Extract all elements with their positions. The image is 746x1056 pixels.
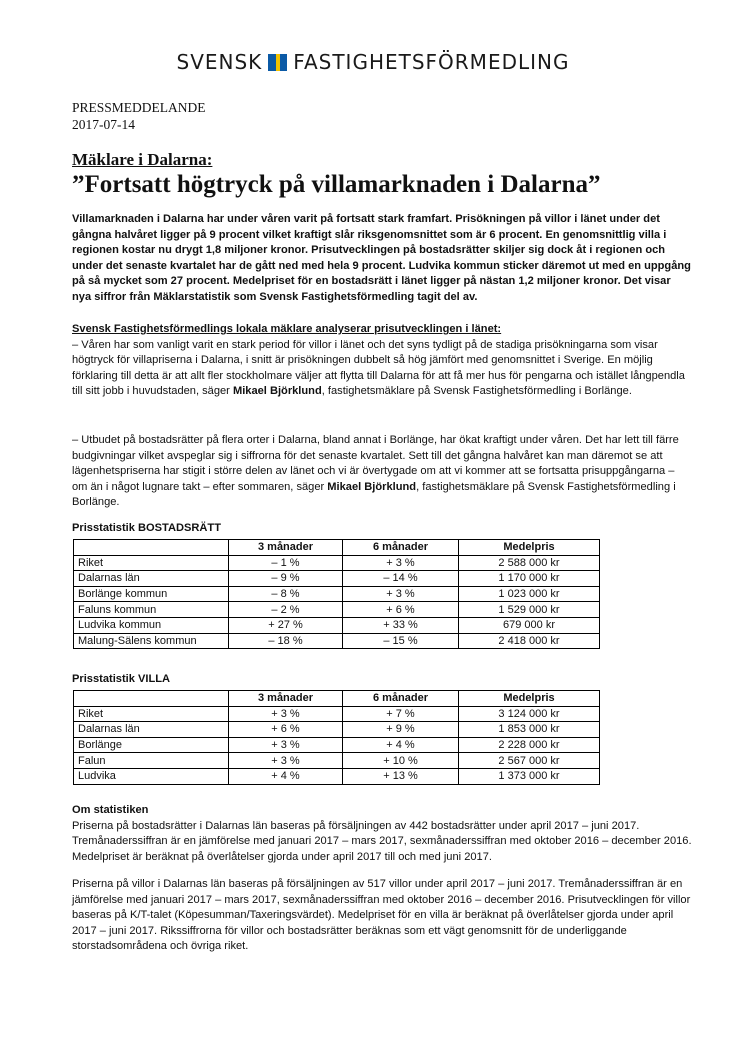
table-cell: – 1 % <box>229 555 343 571</box>
analysis-p1-text: – Våren har som vanligt varit en stark period för villor i länet och det syns tydligt på de stadiga prisökningarna som visar högtryck för villapriserna i Dalarna, i snitt är prisökningen dubbelt så hög jämfört med genomsnittet i Sverige. En möjlig förklaring till detta är att allt fler stockholmare väljer att flytta till Dalarna för att få mer hus för pengarna och istället långpendla till sitt jobb i huvudstaden, säger <box>72 338 685 398</box>
table-title-bostadsratt: Prisstatistik BOSTADSRÄTT <box>72 522 221 534</box>
analysis-p1-name: Mikael Björklund <box>232 385 322 398</box>
table-cell: + 9 % <box>343 722 459 738</box>
headline-sub: Mäklare i Dalarna: <box>72 150 213 169</box>
table-cell: + 10 % <box>343 753 459 769</box>
table-cell: + 3 % <box>229 737 343 753</box>
table-cell: – 2 % <box>229 602 343 618</box>
table-header-cell <box>74 540 229 556</box>
analysis-section <box>72 322 692 400</box>
table-cell: Dalarnas län <box>74 722 229 738</box>
table-cell: Falun <box>74 753 229 769</box>
analysis-p2-name: Mikael Björklund <box>327 480 417 493</box>
about-statistics-p2: Priserna på villor i Dalarnas län baseras på försäljningen av 517 villor under april 2017 – juni 2017. Tremånaderssiffran är en jämförelse med januari 2017 – mars 2017, sexmånaderssiffran med oktober 2016 – december 2016. Prisutvecklingen för villor baseras på K/T-talet (Köpesumman/Taxeringsvärdet). Medelpriset för en villa är beräknat på överlåtelser gjorda under april 2017 – juni 2017. Rikssiffrorna för villor och bostadsrätter beräknas som ett vägt genomsnitt för de underliggande storstadsområdena och övriga riket. <box>72 878 691 953</box>
table-cell: Dalarnas län <box>74 571 229 587</box>
lead-paragraph: Villamarknaden i Dalarna har under våren varit på fortsatt stark framfart. Prisökningen på villor i länet under det gångna halvåret ligger på 9 procent vilket kraftigt slår riksgenomsnittet som är 6 procent. En genomsnittlig villa i regionen kostar nu drygt 1,8 miljoner kronor. Prisutvecklingen på bostadsrätter skiljer sig dock åt i regionen och under det senaste kvartalet har de gått ned med hela 9 procent. Ludvika kommun sticker däremot ut med en uppgång på så mycket som 27 procent. Medelpriset för en bostadsrätt i länet ligger på nästan 1,2 miljoner kronor. Det visar nya siffror från Mäklarstatistik som Svensk Fastighetsförmedling tagit del av. <box>72 213 691 303</box>
document-type: PRESSMEDDELANDE <box>72 100 206 115</box>
analysis-p2-text: – Utbudet på bostadsrätter på flera orter i Dalarna, bland annat i Borlänge, har ökat kraftigt under våren. Det har lett till färre budgivningar vilket avspeglar sig i siffrorna för det senaste kvartalet. Sett till det gångna halvåret kan man däremot se att lägenhetspriserna har stigit i större delen av länet och vi är övertygade om att vi kommer att se fortsatta prisuppgångarna – om än i något lugnare takt – efter sommaren, säger <box>72 434 679 493</box>
table-cell: + 6 % <box>229 722 343 738</box>
table-cell: + 6 % <box>343 602 459 618</box>
table-cell: 679 000 kr <box>459 617 600 633</box>
table-cell: 1 853 000 kr <box>459 722 600 738</box>
table-row <box>74 706 600 722</box>
headline-main: ”Fortsatt högtryck på villamarknaden i Dalarna” <box>72 171 601 198</box>
table-cell: Faluns kommun <box>74 602 229 618</box>
company-logo <box>0 52 746 72</box>
table-cell: 2 418 000 kr <box>459 633 600 649</box>
about-statistics-p1: Priserna på bostadsrätter i Dalarnas län baseras på försäljningen av 442 bostadsrätter under april 2017 – juni 2017. Tremånaderssiffran är en jämförelse med januari 2017 – mars 2017, sexmånaderssiffran med oktober 2016 – december 2016. Medelpriset är beräknat på överlåtelser gjorda under april 2017 till och med juni 2017. <box>72 819 692 863</box>
headline <box>72 150 600 200</box>
logo-text-right: FASTIGHETSFÖRMEDLING <box>293 50 570 74</box>
table-cell: + 27 % <box>229 617 343 633</box>
table-header-cell <box>74 691 229 707</box>
table-cell: 1 373 000 kr <box>459 768 600 784</box>
about-statistics-heading: Om statistiken <box>72 804 149 816</box>
table-cell: Malung-Sälens kommun <box>74 633 229 649</box>
logo-text-left: SVENSK <box>176 50 263 74</box>
table-villa <box>73 690 600 785</box>
table-cell: – 8 % <box>229 586 343 602</box>
table-row <box>74 571 600 587</box>
table-cell: Borlänge kommun <box>74 586 229 602</box>
table-header-cell: 6 månader <box>343 691 459 707</box>
table-cell: – 15 % <box>343 633 459 649</box>
analysis-p2-tail: , fastighetsmäklare på Svensk Fastighetsförmedling i Borlänge. <box>72 480 676 509</box>
table-cell: 1 170 000 kr <box>459 571 600 587</box>
table-cell: Borlänge <box>74 737 229 753</box>
table-header-row <box>74 691 600 707</box>
table-cell: 2 588 000 kr <box>459 555 600 571</box>
table-cell: 2 228 000 kr <box>459 737 600 753</box>
table-row <box>74 586 600 602</box>
table-header-cell: 3 månader <box>229 691 343 707</box>
table-cell: – 18 % <box>229 633 343 649</box>
table-row <box>74 753 600 769</box>
table-row <box>74 602 600 618</box>
table-cell: Riket <box>74 555 229 571</box>
table-header-cell: 6 månader <box>343 540 459 556</box>
table-row <box>74 617 600 633</box>
table-title-villa: Prisstatistik VILLA <box>72 673 171 685</box>
table-row <box>74 633 600 649</box>
table-cell: 1 529 000 kr <box>459 602 600 618</box>
table-cell: + 3 % <box>343 586 459 602</box>
table-row <box>74 737 600 753</box>
table-cell: + 13 % <box>343 768 459 784</box>
table-row <box>74 722 600 738</box>
table-cell: + 33 % <box>343 617 459 633</box>
table-header-cell: 3 månader <box>229 540 343 556</box>
document-meta <box>72 99 206 133</box>
table-cell: + 3 % <box>229 753 343 769</box>
table-bostadsratt <box>73 539 600 649</box>
table-cell: Ludvika kommun <box>74 617 229 633</box>
table-cell: Ludvika <box>74 768 229 784</box>
document-date: 2017-07-14 <box>72 117 135 132</box>
about-statistics <box>72 803 692 865</box>
table-cell: + 7 % <box>343 706 459 722</box>
table-header-row <box>74 540 600 556</box>
table-cell: + 4 % <box>343 737 459 753</box>
table-cell: + 3 % <box>343 555 459 571</box>
analysis-heading: Svensk Fastighetsförmedlings lokala mäklare analyserar prisutvecklingen i länet: <box>72 323 502 335</box>
analysis-p1-tail: , fastighetsmäklare på Svensk Fastighetsförmedling i Borlänge. <box>321 385 632 398</box>
table-row <box>74 555 600 571</box>
swedish-flag-icon <box>268 54 287 71</box>
table-cell: Riket <box>74 706 229 722</box>
table-cell: 1 023 000 kr <box>459 586 600 602</box>
table-header-cell: Medelpris <box>459 540 600 556</box>
table-cell: + 3 % <box>229 706 343 722</box>
table-cell: – 9 % <box>229 571 343 587</box>
table-row <box>74 768 600 784</box>
table-header-cell: Medelpris <box>459 691 600 707</box>
table-cell: – 14 % <box>343 571 459 587</box>
table-cell: 2 567 000 kr <box>459 753 600 769</box>
analysis-paragraph-2 <box>72 433 692 511</box>
table-cell: + 4 % <box>229 768 343 784</box>
table-cell: 3 124 000 kr <box>459 706 600 722</box>
